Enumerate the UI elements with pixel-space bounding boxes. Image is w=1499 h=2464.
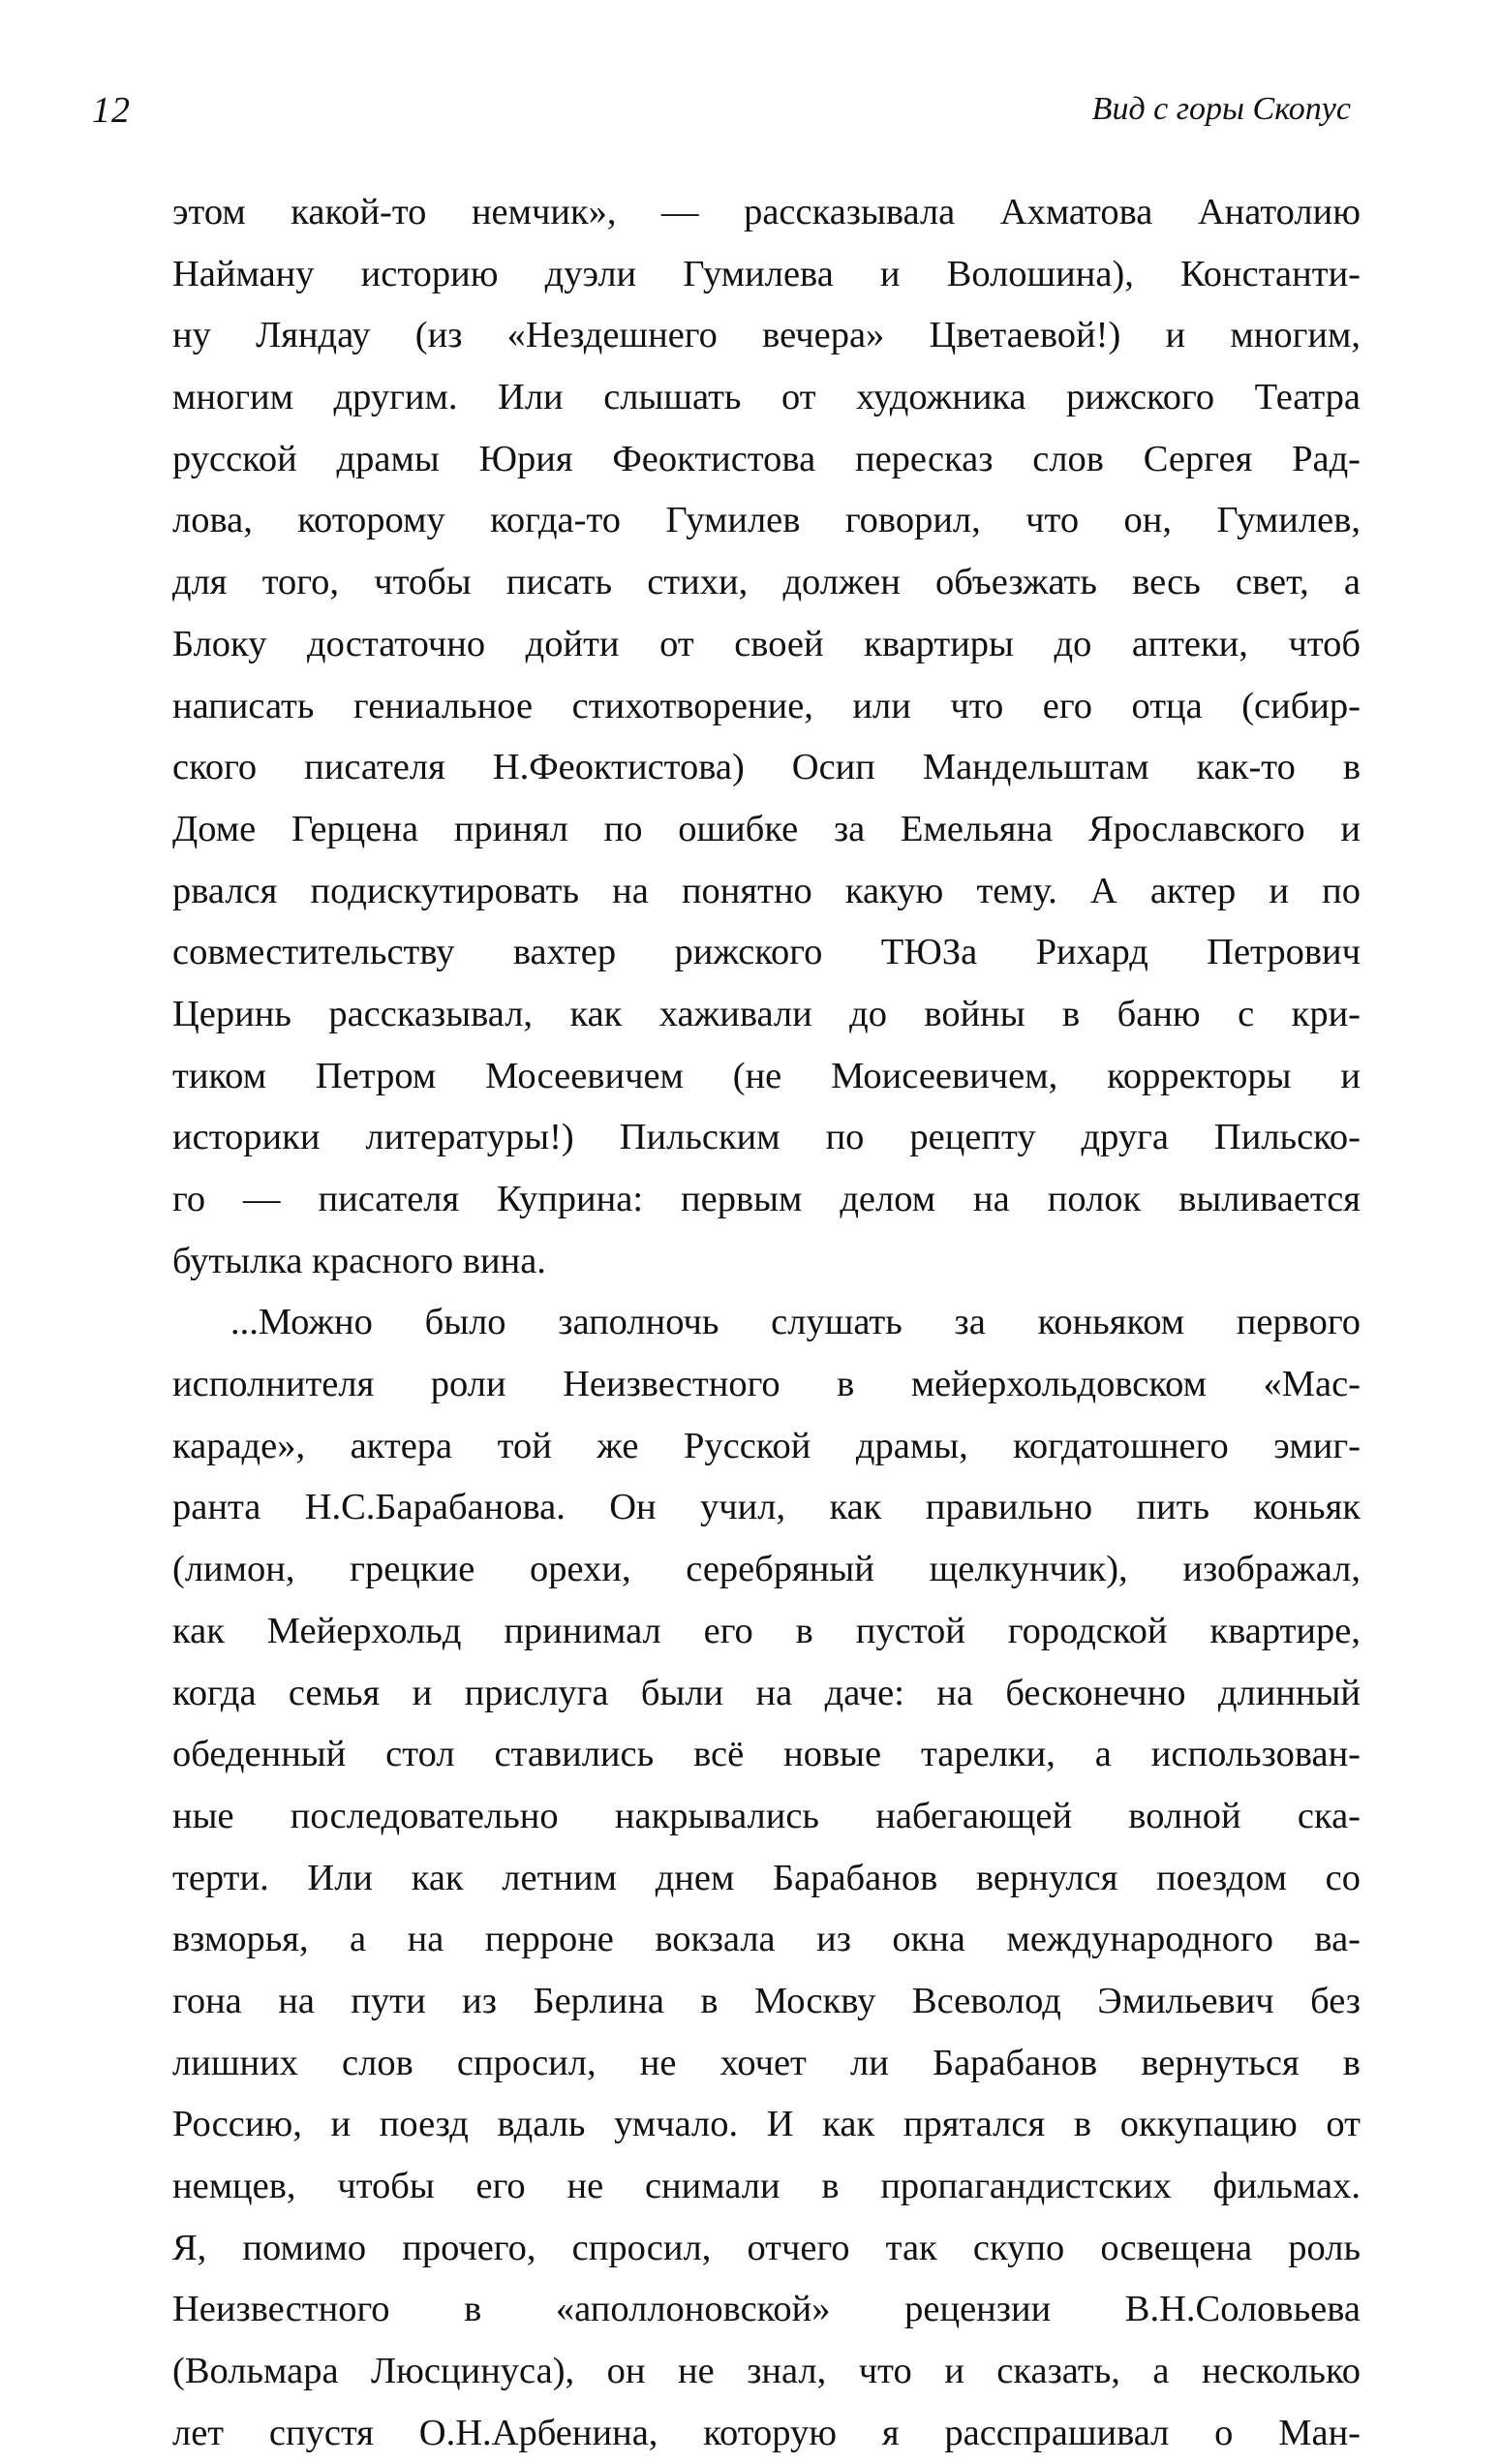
text-line-33: немцев, чтобы его не снимали в пропагандистских фильмах. — [172, 2166, 1361, 2206]
text-line-37: лет спустя О.Н.Арбенина, которую я расспрашивал о Ман- — [172, 2412, 1361, 2453]
text-line-11: Доме Герцена принял по ошибке за Емельяна Ярославского и — [172, 808, 1361, 849]
text-line-34: Я, помимо прочего, спросил, отчего так скупо освещена роль — [172, 2227, 1361, 2268]
text-line-6: лова, которому когда-то Гумилев говорил, что он, Гумилев, — [172, 500, 1361, 541]
body-text — [172, 182, 1361, 2464]
text-line-3: ну Ляндау (из «Нездешнего вечера» Цветаевой!) и многим, — [172, 315, 1361, 356]
page-number: 12 — [92, 90, 131, 131]
text-line-17: го — писателя Куприна: первым делом на полок выливается — [172, 1179, 1361, 1219]
text-line-14: Церинь рассказывал, как хаживали до войны в баню с кри- — [172, 993, 1361, 1034]
text-line-25: когда семья и прислуга были на даче: на бесконечно длинный — [172, 1672, 1361, 1713]
text-line-28: терти. Или как летним днем Барабанов вернулся поездом со — [172, 1857, 1361, 1898]
text-line-20: исполнителя роли Неизвестного в мейерхольдовском «Мас- — [172, 1364, 1361, 1405]
text-line-1: этом какой-то немчик», — рассказывала Ахматова Анатолию — [172, 192, 1361, 232]
text-line-24: как Мейерхольд принимал его в пустой городской квартире, — [172, 1610, 1361, 1651]
text-line-15: тиком Петром Мосеевичем (не Моисеевичем, корректоры и — [172, 1055, 1361, 1096]
text-line-13: совместительству вахтер рижского ТЮЗа Рихард Петрович — [172, 932, 1361, 973]
text-line-35: Неизвестного в «аполлоновской» рецензии В.Н.Соловьева — [172, 2289, 1361, 2330]
text-line-4: многим другим. Или слышать от художника рижского Театра — [172, 377, 1361, 418]
text-line-21: караде», актера той же Русской драмы, когдатошнего эмиг- — [172, 1425, 1361, 1466]
text-line-26: обеденный стол ставились всё новые тарелки, а использован- — [172, 1734, 1361, 1775]
text-line-10: ского писателя Н.Феоктистова) Осип Мандельштам как-то в — [172, 747, 1361, 788]
text-line-16: историки литературы!) Пильским по рецепту друга Пильско- — [172, 1117, 1361, 1158]
text-line-30: гона на пути из Берлина в Москву Всеволод Эмильевич без — [172, 1980, 1361, 2021]
text-line-18: бутылка красного вина. — [172, 1240, 546, 1281]
text-line-29: взморья, а на перроне вокзала из окна международного ва- — [172, 1919, 1361, 1960]
text-line-32: Россию, и поезд вдаль умчало. И как прятался в оккупацию от — [172, 2104, 1361, 2145]
text-line-8: Блоку достаточно дойти от своей квартиры до аптеки, чтоб — [172, 623, 1361, 664]
text-line-23: (лимон, грецкие орехи, серебряный щелкунчик), изображал, — [172, 1549, 1361, 1590]
text-line-9: написать гениальное стихотворение, или что его отца (сибир- — [172, 685, 1361, 726]
running-title: Вид с горы Скопус — [1091, 91, 1351, 127]
text-line-7: для того, чтобы писать стихи, должен объезжать весь свет, а — [172, 562, 1361, 603]
running-header — [92, 89, 1351, 138]
text-line-12: рвался подискутировать на понятно какую тему. А актер и по — [172, 870, 1361, 911]
text-line-2: Найману историю дуэли Гумилева и Волошина), Константи- — [172, 253, 1361, 294]
text-line-36: (Вольмара Люсцинуса), он не знал, что и сказать, а несколько — [172, 2351, 1361, 2392]
text-line-22: ранта Н.С.Барабанова. Он учил, как правильно пить коньяк — [172, 1487, 1361, 1528]
text-line-27: ные последовательно накрывались набегающей волной ска- — [172, 1795, 1361, 1836]
text-line-19: ...Можно было заполночь слушать за коньяком первого — [230, 1302, 1361, 1343]
text-line-31: лишних слов спросил, не хочет ли Барабанов вернуться в — [172, 2042, 1361, 2083]
text-line-5: русской драмы Юрия Феоктистова пересказ слов Сергея Рад- — [172, 438, 1361, 479]
